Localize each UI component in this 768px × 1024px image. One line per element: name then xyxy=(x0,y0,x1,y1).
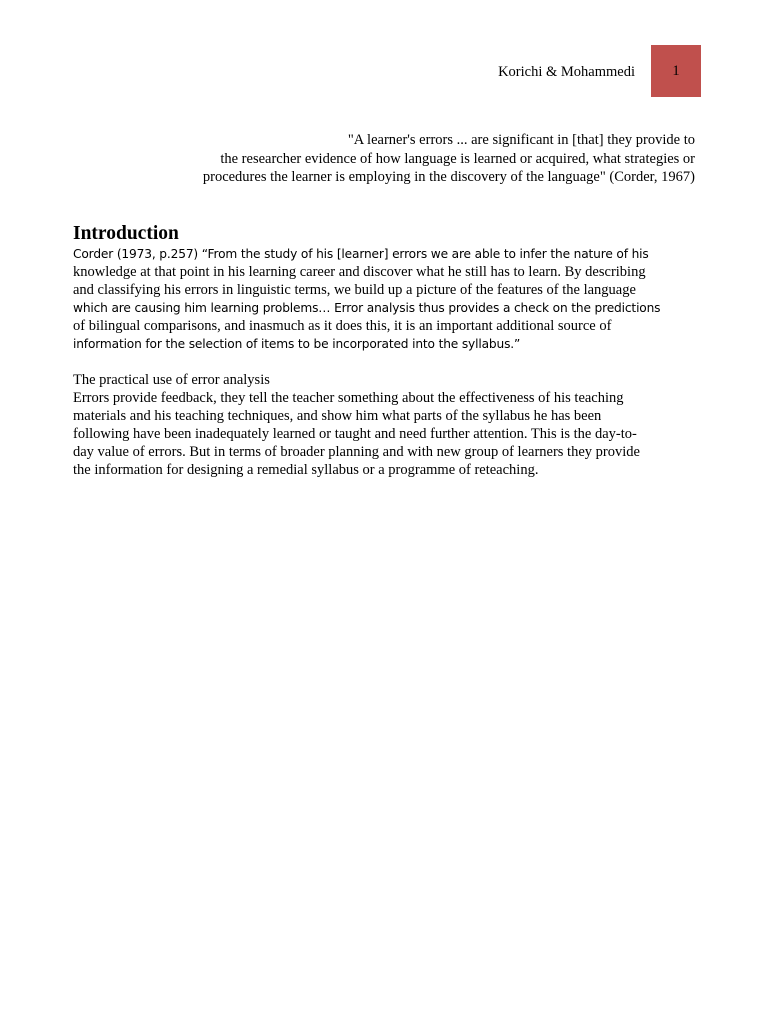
paragraph-line: information for the selection of items to be incorporated into the syllabus.” xyxy=(73,337,521,351)
paragraph-line: day value of errors. But in terms of broader planning and with new group of learners they provide xyxy=(73,444,640,460)
epigraph-quote xyxy=(135,131,695,187)
paragraph-line: following have been inadequately learned or taught and need further attention. This is the day-to- xyxy=(73,426,637,442)
subsection-title-text: The practical use of error analysis xyxy=(73,372,270,388)
corder-quote-paragraph xyxy=(73,245,695,353)
page-number: 1 xyxy=(672,63,680,79)
epigraph-line: procedures the learner is employing in the discovery of the language" (Corder, 1967) xyxy=(202,169,695,185)
paragraph-line: of bilingual comparisons, and inasmuch as it does this, it is an important additional source of xyxy=(73,318,612,334)
running-header-authors: Korichi & Mohammedi xyxy=(498,64,635,80)
page-number-box xyxy=(651,45,701,97)
paragraph-line: knowledge at that point in his learning career and discover what he still has to learn. By describing xyxy=(73,264,646,280)
paragraph-line: materials and his teaching techniques, and show him what parts of the syllabus he has been xyxy=(73,408,602,424)
paragraph-line: and classifying his errors in linguistic terms, we build up a picture of the features of the language xyxy=(73,282,636,298)
epigraph-line: the researcher evidence of how language is learned or acquired, what strategies or xyxy=(220,150,695,167)
paragraph-line: Errors provide feedback, they tell the teacher something about the effectiveness of his teaching xyxy=(73,390,624,406)
paragraph-line: the information for designing a remedial syllabus or a programme of reteaching. xyxy=(73,462,539,478)
subsection-title-practical-use xyxy=(73,371,695,389)
paragraph-line: which are causing him learning problems… Error analysis thus provides a check on the predictions xyxy=(73,301,661,315)
paragraph-line: Corder (1973, p.257) “From the study of his [learner] errors we are able to infer the nature of his xyxy=(73,247,649,261)
epigraph-line: "A learner's errors ... are significant in [that] they provide to xyxy=(347,132,695,148)
section-heading-introduction: Introduction xyxy=(73,223,179,244)
practical-use-paragraph xyxy=(73,389,695,479)
